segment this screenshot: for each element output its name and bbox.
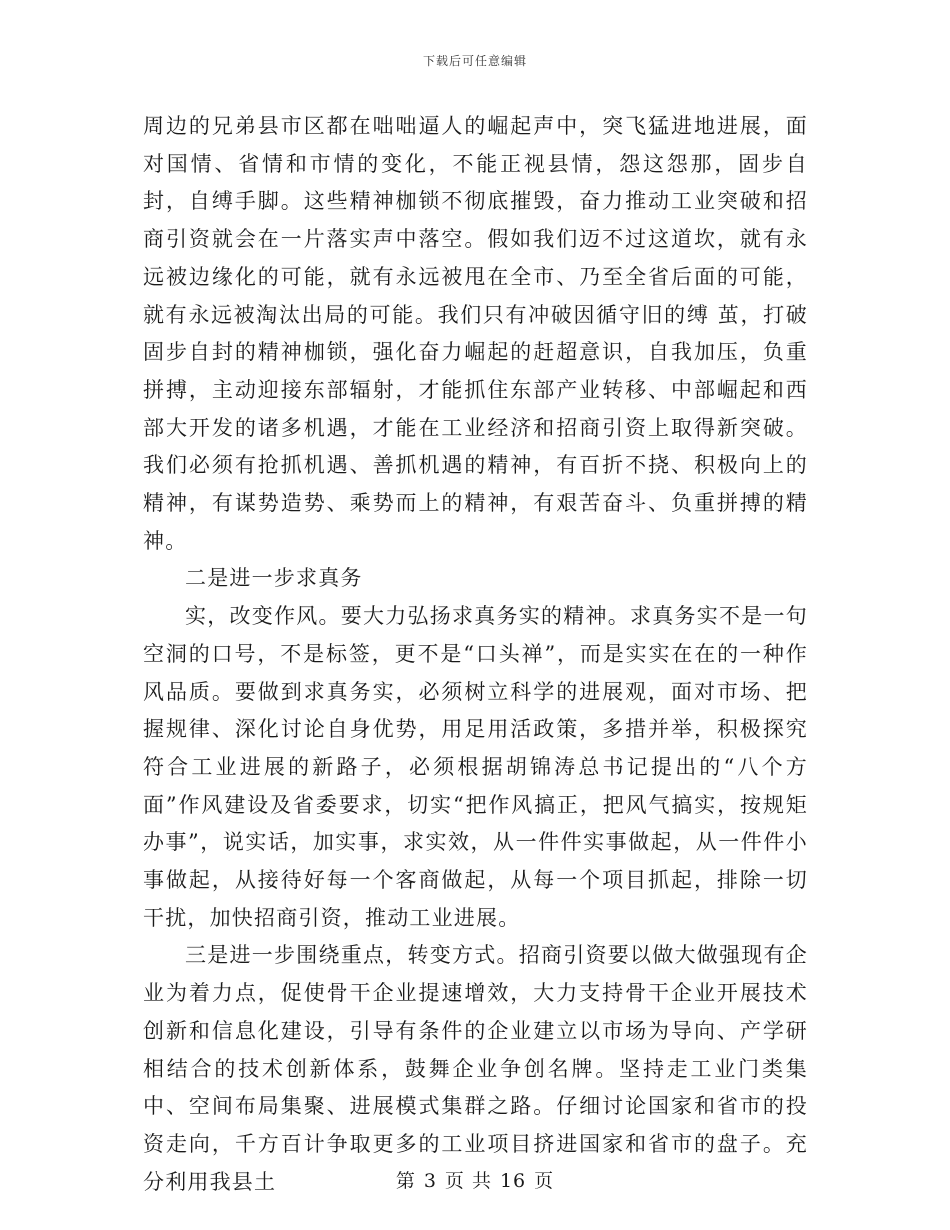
body-paragraph-3: 实，改变作风。要大力弘扬求真务实的精神。求真务实不是一句空洞的口号，不是标签，更不是“口头禅”，而是实实在在的一种作风品质。要做到求真务实，必须树立科学的进展观，面对市场、把握规律、深化讨论自身优势，用足用活政策，多措并举，积极探究符合工业进展的新路子，必须根据胡锦涛总书记提出的“八个方面”作风建设及省委要求，切实“把作风搞正，把风气搞实，按规矩办事”，说实话，加实事，求实效，从一件件实事做起，从一件件小事做起，从接待好每一个客商做起，从每一个项目抓起，排除一切干扰，加快招商引资，推动工业进展。 bbox=[143, 604, 808, 930]
footer-current-page: 3 bbox=[423, 1170, 437, 1192]
footer-prefix: 第 bbox=[395, 1170, 416, 1192]
body-paragraph-2: 二是进一步求真务 bbox=[185, 566, 363, 591]
body-paragraph-4: 三是进一步围绕重点，转变方式。招商引资要以做大做强现有企业为着力点，促使骨干企业提速增效，大力支持骨干企业开展技术创新和信息化建设，引导有条件的企业建立以市场为导向、产学研相结合的技术创新体系，鼓舞企业争创名牌。坚持走工业门类集中、空间布局集聚、进展模式集群之路。仔细讨论国家和省市的投资走向，千方百计争取更多的工业项目挤进国家和省市的盘子。充分利用我县土 bbox=[143, 943, 808, 1194]
footer-middle: 页 共 bbox=[444, 1170, 492, 1192]
footer-suffix: 页 bbox=[534, 1170, 555, 1192]
footer-total-pages: 16 bbox=[499, 1170, 527, 1192]
page-footer bbox=[0, 1166, 950, 1193]
page-header: 下载后可任意编辑 bbox=[422, 54, 527, 68]
document-body bbox=[143, 108, 808, 1201]
body-paragraph-1: 周边的兄弟县市区都在咄咄逼人的崛起声中，突飞猛进地进展，面对国情、省情和市情的变化，不能正视县情，怨这怨那，固步自封，自缚手脚。这些精神枷锁不彻底摧毁，奋力推动工业突破和招商引资就会在一片落实声中落空。假如我们迈不过这道坎，就有永远被边缘化的可能，就有永远被甩在全市、乃至全省后面的可能，就有永远被淘汰出局的可能。我们只有冲破因循守旧的缚 茧，打破固步自封的精神枷锁，强化奋力崛起的赶超意识，自我加压，负重拼搏，主动迎接东部辐射，才能抓住东部产业转移、中部崛起和西部大开发的诸多机遇，才能在工业经济和招商引资上取得新突破。我们必须有抢抓机遇、善抓机遇的精神，有百折不挠、积极向上的精神，有谋势造势、乘势而上的精神，有艰苦奋斗、负重拼搏的精神。 bbox=[143, 114, 808, 553]
